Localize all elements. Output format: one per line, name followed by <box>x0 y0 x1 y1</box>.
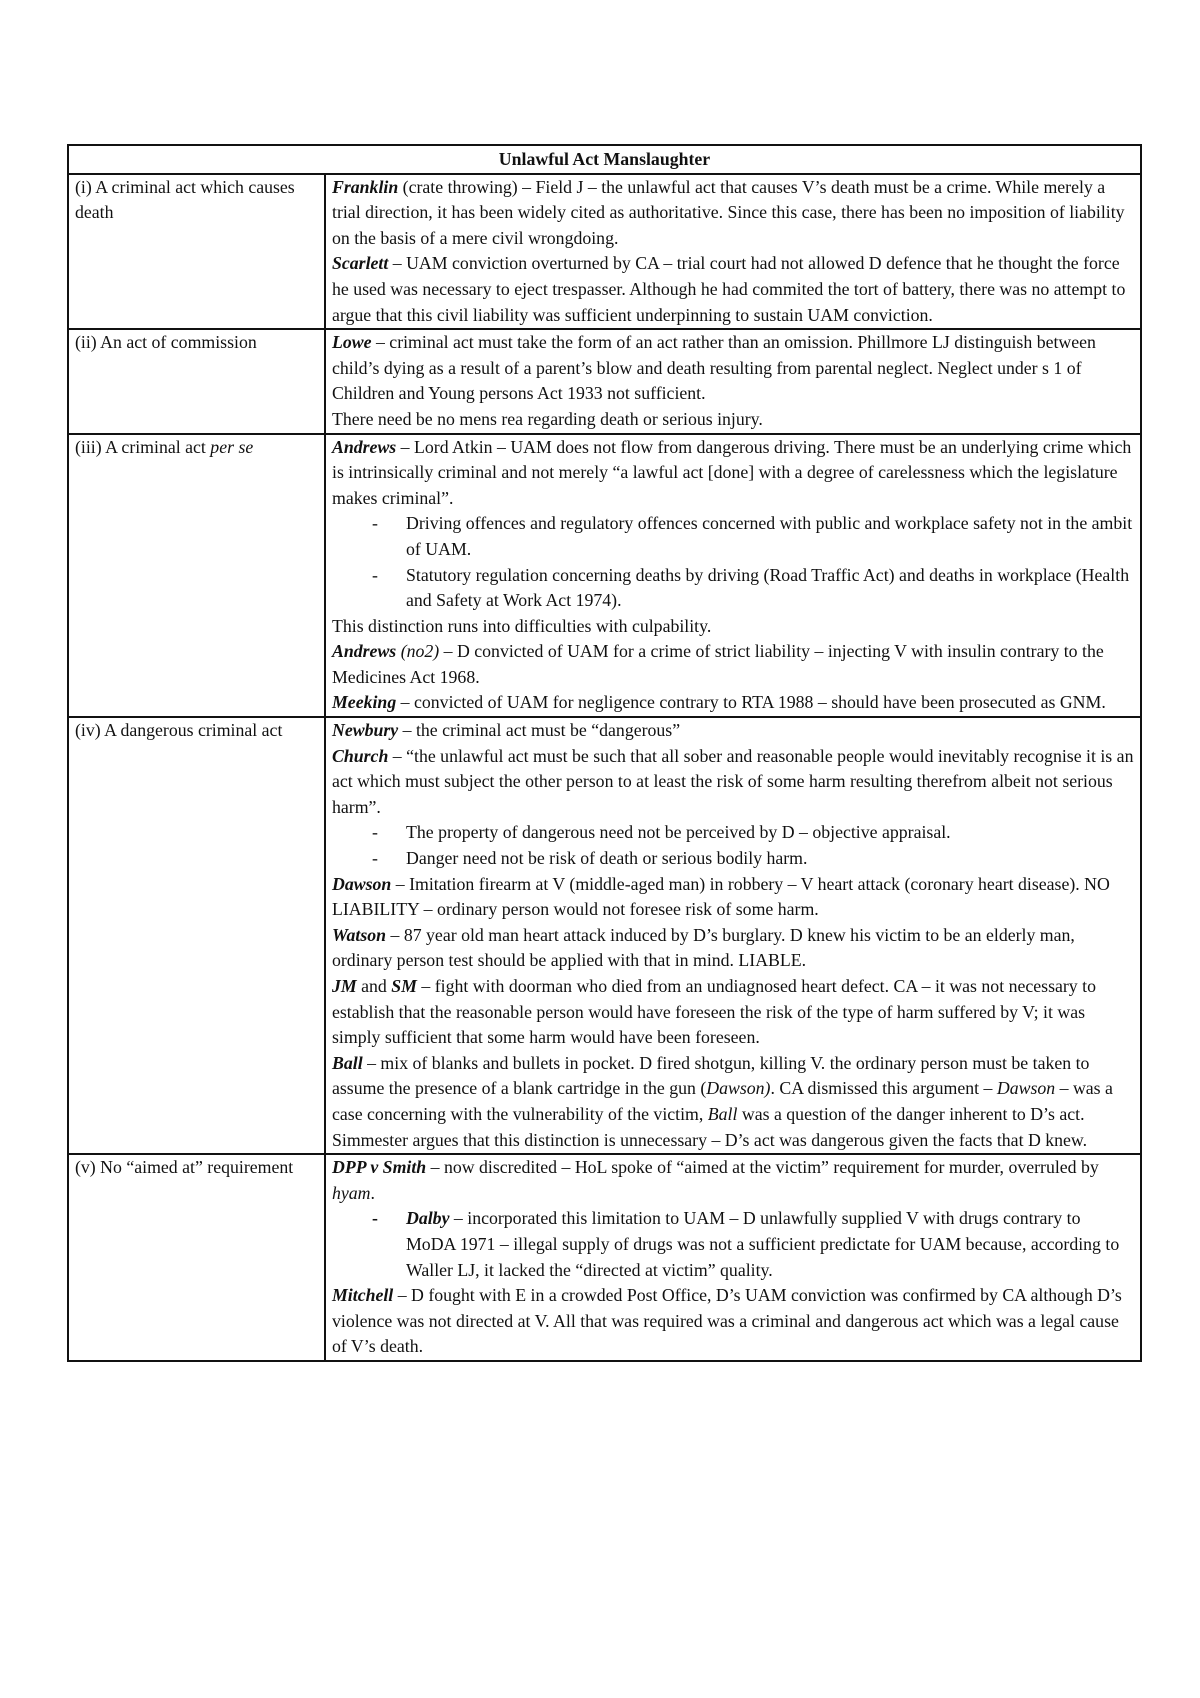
case-name: DPP v Smith <box>332 1157 427 1178</box>
table-row <box>68 717 1141 1154</box>
text-run: Driving offences and regulatory offences concerned with public and workplace safety not in the ambit of UAM. <box>406 513 1133 559</box>
case-name: SM <box>391 976 417 996</box>
text-run: Statutory regulation concerning deaths by driving (Road Traffic Act) and deaths in workplace (Health and Safety at Work Act 1974). <box>406 564 1130 611</box>
paragraph <box>332 872 1134 923</box>
row-heading: (i) A criminal act which causes death <box>68 174 325 330</box>
text-run: There need be no mens rea regarding death or serious injury. <box>332 408 763 429</box>
text-run: – now discredited – HoL spoke of “aimed at the victim” requirement for murder, overruled by <box>426 1157 1099 1178</box>
italic-text: Ball <box>707 1103 738 1124</box>
case-name: Andrews <box>332 436 397 457</box>
text-run: The property of dangerous need not be perceived by D – objective appraisal. <box>406 822 951 843</box>
text-run: – was a case concerning with the vulnerability of the victim, <box>332 1078 1113 1124</box>
table-body <box>68 174 1141 1361</box>
case-name: Watson <box>332 924 387 945</box>
list-item <box>372 846 1134 872</box>
dash-list <box>332 511 1134 613</box>
text-run: – mix of blanks and bullets in pocket. D fired shotgun, killing V. the ordinary person must be taken to assume the presence of a blank cartridge in the gun ( <box>332 1052 1090 1099</box>
italic-text: per se <box>210 436 254 457</box>
case-name: Newbury <box>332 720 399 741</box>
paragraph <box>332 639 1134 690</box>
list-item <box>372 563 1134 614</box>
paragraph <box>332 1283 1134 1360</box>
paragraph <box>332 435 1134 512</box>
case-name: Meeking <box>332 692 397 713</box>
text-run: This distinction runs into difficulties with culpability. <box>332 615 712 636</box>
text-run: – Lord Atkin – UAM does not flow from dangerous driving. There must be an underlying crime which is intrinsically criminal and not merely “a lawful act [done] with a degree of carelessness which the legislature makes criminal”. <box>332 436 1132 508</box>
table-row <box>68 329 1141 433</box>
italic-text: Dawson <box>996 1078 1056 1099</box>
dash-bullet: - <box>372 848 378 869</box>
row-content <box>325 434 1141 718</box>
text-run: Danger need not be risk of death or serious bodily harm. <box>406 848 808 869</box>
paragraph <box>332 923 1134 974</box>
text-run: – Imitation firearm at V (middle-aged man) in robbery – V heart attack (coronary heart disease). NO LIABILITY – ordinary person would not foresee risk of some harm. <box>332 873 1110 920</box>
paragraph <box>332 1155 1134 1206</box>
table-row <box>68 1154 1141 1361</box>
dash-bullet: - <box>372 822 378 843</box>
table-title: Unlawful Act Manslaughter <box>68 145 1141 174</box>
text-run: (iii) A criminal act <box>75 436 211 457</box>
dash-list <box>332 1206 1134 1283</box>
case-name: Dalby <box>406 1208 450 1229</box>
list-item <box>372 1206 1134 1283</box>
notes-table <box>67 144 1142 1362</box>
dash-bullet: - <box>372 513 378 534</box>
row-content <box>325 174 1141 330</box>
row-content <box>325 717 1141 1154</box>
table-title-row <box>68 145 1141 174</box>
row-heading: (ii) An act of commission <box>68 329 325 433</box>
table-row <box>68 174 1141 330</box>
list-item <box>372 511 1134 562</box>
dash-bullet: - <box>372 1208 378 1229</box>
text-run: – D fought with E in a crowded Post Office, D’s UAM conviction was confirmed by CA although D’s violence was not directed at V. All that was required was a criminal and dangerous act which was a legal cause of V’s death. <box>332 1285 1122 1357</box>
dash-list <box>332 820 1134 871</box>
text-run: – D convicted of UAM for a crime of strict liability – injecting V with insulin contrary to the Medicines Act 1968. <box>332 641 1104 687</box>
text-run: and <box>356 976 392 996</box>
text-run: – criminal act must take the form of an act rather than an omission. Phillmore LJ distinguish between child’s dying as a result of a parent’s blow and death resulting from parental neglect. Neglect under s 1 of Children and Young persons Act 1933 not sufficient. <box>332 332 1096 404</box>
case-name: Dawson <box>332 873 392 894</box>
case-name: Franklin <box>332 176 399 197</box>
row-content <box>325 1154 1141 1361</box>
text-run: – “the unlawful act must be such that all sober and reasonable people would inevitably recognise it is an act which must subject the other person to at least the risk of some harm resulting therefrom albeit not serious harm”. <box>332 745 1134 817</box>
case-name: Church <box>332 745 389 766</box>
table-row <box>68 434 1141 718</box>
paragraph <box>332 330 1134 407</box>
text-run: – UAM conviction overturned by CA – trial court had not allowed D defence that he thought the force he used was necessary to eject trespasser. Although he had commited the tort of battery, there was no attempt to argue that this civil liability was sufficient underpinning to sustain UAM conviction. <box>332 253 1126 325</box>
italic-text: hyam <box>332 1182 371 1203</box>
document-page <box>67 144 1140 1362</box>
text-run: – incorporated this limitation to UAM – D unlawfully supplied V with drugs contrary to MoDA 1971 – illegal supply of drugs was not a sufficient predictate for UAM because, according to Waller LJ, it lacked the “directed at victim” quality. <box>406 1208 1120 1280</box>
text-run: . <box>370 1182 375 1203</box>
text-run: – 87 year old man heart attack induced by D’s burglary. D knew his victim to be an elderly man, ordinary person test should be applied with that in mind. LIABLE. <box>332 924 1075 971</box>
italic-text: (no2) <box>400 641 440 662</box>
italic-text: Dawson) <box>706 1078 771 1099</box>
list-item <box>372 820 1134 846</box>
case-name: Andrews <box>332 641 397 662</box>
text-run: – convicted of UAM for negligence contrary to RTA 1988 – should have been prosecuted as GNM. <box>396 692 1106 713</box>
paragraph <box>332 1051 1134 1153</box>
paragraph <box>332 690 1134 716</box>
case-name: Lowe <box>332 332 372 353</box>
dash-bullet: - <box>372 564 378 585</box>
text-run: (crate throwing) – Field J – the unlawful act that causes V’s death must be a crime. While merely a trial direction, it has been widely cited as authoritative. Since this case, there has been no imposition of liability on the basis of a mere civil wrongdoing. <box>332 176 1125 248</box>
row-heading <box>68 434 325 718</box>
row-content <box>325 329 1141 433</box>
case-name: JM <box>332 976 357 996</box>
row-heading: (v) No “aimed at” requirement <box>68 1154 325 1361</box>
text-run: – fight with doorman who died from an undiagnosed heart defect. CA – it was not necessary to establish that the reasonable person would have foreseen the risk of the type of harm suffered by V; it was simply sufficient that some harm would have been foreseen. <box>332 976 1096 1048</box>
text-run: – the criminal act must be “dangerous” <box>398 720 681 741</box>
paragraph <box>332 614 1134 640</box>
row-heading: (iv) A dangerous criminal act <box>68 717 325 1154</box>
paragraph <box>332 974 1134 1051</box>
case-name: Mitchell <box>332 1285 394 1306</box>
text-run: . CA dismissed this argument – <box>770 1078 997 1099</box>
text-run: was a question of the danger inherent to D’s act. Simmester argues that this distinction is unnecessary – D’s act was dangerous given the facts that D knew. <box>332 1103 1088 1150</box>
paragraph <box>332 407 1134 433</box>
paragraph <box>332 251 1134 328</box>
paragraph <box>332 718 1134 744</box>
case-name: Ball <box>332 1052 363 1073</box>
paragraph <box>332 744 1134 821</box>
paragraph <box>332 175 1134 252</box>
case-name: Scarlett <box>332 253 389 274</box>
